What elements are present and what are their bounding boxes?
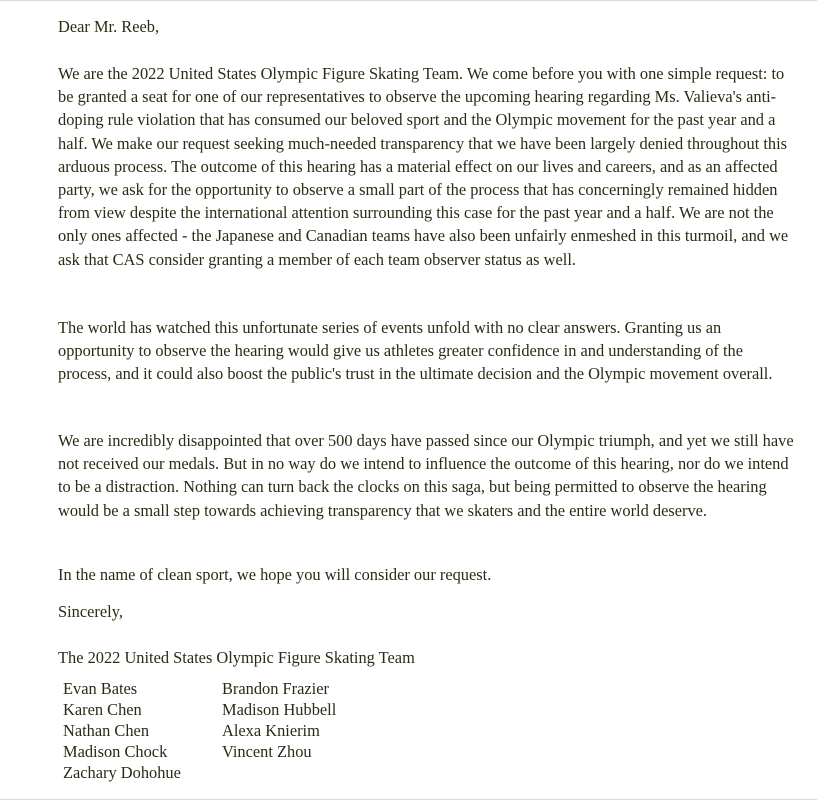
letter-paragraph-3: We are incredibly disappointed that over 500 days have passed since our Olympic triumph, and yet we still have not received our medals. But in no way do we intend to influence the outcome of this hearing, nor do we intend to be a distraction. Nothing can turn back the clocks on this saga, but being permitted to observe the hearing would be a small step towards achieving transparency that we skaters and the entire world deserve. <box>58 431 794 520</box>
signatory-name: Zachary Dohohue <box>63 763 181 782</box>
signatory-name: Karen Chen <box>63 700 142 719</box>
letter-paragraph-2: The world has watched this unfortunate series of events unfold with no clear answers. Granting us an opportunity to observe the hearing would give us athletes greater confidence in and understanding of the process, and it could also boost the public's trust in the ultimate decision and the Olympic movement overall. <box>58 318 773 384</box>
signatory-name: Nathan Chen <box>63 721 150 740</box>
signatory-name: Brandon Frazier <box>222 679 329 698</box>
closing: Sincerely, <box>58 602 123 621</box>
team-signature: The 2022 United States Olympic Figure Skating Team <box>58 648 415 667</box>
signatories-column-1 <box>63 678 181 783</box>
signatory-name: Evan Bates <box>63 679 138 698</box>
salutation: Dear Mr. Reeb, <box>58 17 160 36</box>
letter-paragraph-4: In the name of clean sport, we hope you will consider our request. <box>58 565 492 584</box>
signatory-name: Alexa Knierim <box>222 721 320 740</box>
signatories-column-2 <box>222 678 336 762</box>
letter-paragraph-1: We are the 2022 United States Olympic Figure Skating Team. We come before you with one simple request: to be granted a seat for one of our representatives to observe the upcoming hearing regarding Ms. Valieva's anti-doping rule violation that has consumed our beloved sport and the Olympic movement for the past year and a half. We make our request seeking much-needed transparency that we have been largely denied throughout this arduous process. The outcome of this hearing has a material effect on our lives and careers, and as an affected party, we ask for the opportunity to observe a small part of the process that has concerningly remained hidden from view despite the international attention surrounding this case for the past year and a half. We are not the only ones affected - the Japanese and Canadian teams have also been unfairly enmeshed in this turmoil, and we ask that CAS consider granting a member of each team observer status as well. <box>58 64 789 269</box>
signatory-name: Madison Chock <box>63 742 168 761</box>
signatory-name: Madison Hubbell <box>222 700 337 719</box>
signatory-name: Vincent Zhou <box>222 742 312 761</box>
